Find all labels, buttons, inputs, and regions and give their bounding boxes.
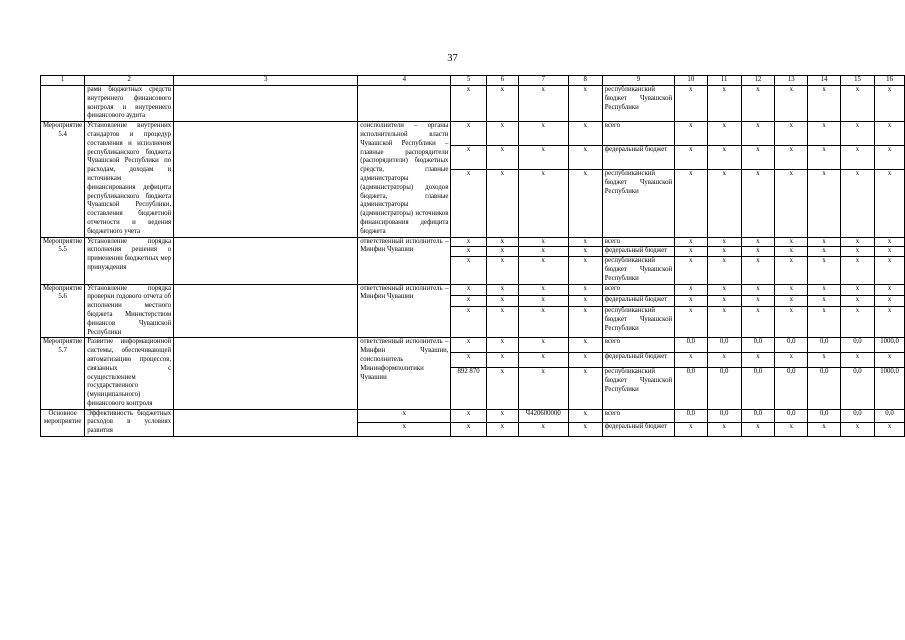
- cell-col-6: x: [486, 170, 518, 237]
- cell-col-6: x: [486, 306, 518, 337]
- cell-col-16: x: [875, 423, 905, 437]
- cell-col-12: x: [741, 146, 774, 170]
- cell-col-15: x: [840, 122, 874, 146]
- cell-col-15: 0,0: [840, 338, 874, 353]
- measure-description: Установление порядка проверки годового отчета об исполнении местного бюджета Министерством финансов Чувашской Республики: [85, 284, 174, 338]
- cell-col-15: 0,0: [840, 409, 874, 423]
- cell-col-12: 0,0: [741, 368, 774, 410]
- cell-col-4: x: [358, 423, 451, 437]
- cell-col-8: x: [568, 237, 602, 247]
- cell-col-12: x: [741, 170, 774, 237]
- header-cell: 5: [451, 76, 486, 86]
- cell-col-4: x: [358, 409, 451, 423]
- cell-col-16: x: [875, 284, 905, 295]
- cell-col-13: x: [775, 170, 808, 237]
- cell-col-6: x: [486, 86, 518, 122]
- header-cell: 3: [174, 76, 358, 86]
- cell-col-5: x: [451, 295, 486, 306]
- cell-col-7: x: [518, 284, 568, 295]
- table-row: [41, 122, 905, 146]
- cell-col-8: x: [568, 409, 602, 423]
- cell-col-13: x: [775, 122, 808, 146]
- header-cell: 7: [518, 76, 568, 86]
- cell-col-15: x: [840, 295, 874, 306]
- cell-col-5: x: [451, 306, 486, 337]
- cell-col-6: x: [486, 338, 518, 353]
- header-cell: 13: [775, 76, 808, 86]
- table-row: [41, 338, 905, 353]
- cell-col-16: x: [875, 257, 905, 284]
- cell-col-13: x: [775, 295, 808, 306]
- header-cell: 2: [85, 76, 174, 86]
- cell-col-12: 0,0: [741, 338, 774, 353]
- cell-col-10: x: [675, 146, 707, 170]
- cell-col-15: x: [840, 146, 874, 170]
- cell-col-10: 0,0: [675, 368, 707, 410]
- cell-col-14: x: [808, 295, 840, 306]
- cell-col-7: x: [518, 353, 568, 368]
- cell-col-14: x: [808, 284, 840, 295]
- cell-col-7: x: [518, 247, 568, 257]
- header-cell: 1: [41, 76, 85, 86]
- cell-col-3: [174, 284, 358, 338]
- cell-col-15: x: [840, 86, 874, 122]
- cell-col-14: 0,0: [808, 368, 840, 410]
- cell-col-11: x: [707, 284, 741, 295]
- cell-col-15: x: [840, 247, 874, 257]
- cell-col-16: x: [875, 353, 905, 368]
- cell-col-13: x: [775, 247, 808, 257]
- measure-description: Установление внутренних стандартов и процедур составления и исполнения республиканского бюджета Чувашской Республики по расходам, доходам и источникам финансирования дефицита республиканского бюджета Чувашской Республики, составления бюджетной отчетности и ведения бюджетного учета: [85, 122, 174, 237]
- cell-col-10: x: [675, 295, 707, 306]
- cell-col-14: x: [808, 146, 840, 170]
- cell-col-4: [358, 86, 451, 122]
- cell-col-9: всего: [602, 338, 674, 353]
- cell-col-11: x: [707, 257, 741, 284]
- cell-col-13: x: [775, 86, 808, 122]
- cell-col-3: [174, 338, 358, 409]
- cell-col-13: x: [775, 353, 808, 368]
- cell-col-5: 892 870: [451, 368, 486, 410]
- cell-col-11: x: [707, 295, 741, 306]
- cell-col-14: 0,0: [808, 338, 840, 353]
- measure-executor: соисполнители – органы исполнительной власти Чувашской Республики – главные распорядители (распорядители) бюджетных средств, главные администраторы (администраторы) доходов бюджета, главные администраторы (администраторы) источников финансирования дефицита бюджета: [358, 122, 451, 237]
- cell-col-15: 0,0: [840, 368, 874, 410]
- main-event-label: Основное мероприятие: [41, 409, 85, 436]
- cell-col-13: x: [775, 284, 808, 295]
- measure-description: Установление порядка исполнения решения о применении бюджетных мер принуждения: [85, 237, 174, 284]
- program-table: [40, 75, 905, 437]
- cell-col-12: x: [741, 423, 774, 437]
- cell-col-13: x: [775, 306, 808, 337]
- cell-col-10: x: [675, 423, 707, 437]
- measure-executor: ответственный исполнитель – Минфин Чувашии: [358, 284, 451, 338]
- cell-col-9: федеральный бюджет: [602, 353, 674, 368]
- cell-col-7: Ч420600000: [518, 409, 568, 423]
- cell-col-14: x: [808, 353, 840, 368]
- cell-col-6: x: [486, 284, 518, 295]
- cell-col-11: 0,0: [707, 368, 741, 410]
- cell-col-1: [41, 86, 85, 122]
- cell-col-8: x: [568, 368, 602, 410]
- cell-col-15: x: [840, 353, 874, 368]
- cell-col-10: x: [675, 122, 707, 146]
- cell-col-8: x: [568, 247, 602, 257]
- cell-col-6: x: [486, 353, 518, 368]
- cell-col-6: x: [486, 122, 518, 146]
- measure-executor: ответственный исполнитель – Минфин Чувашии, соисполнитель Мининформполитики Чувашии: [358, 338, 451, 409]
- cell-col-11: x: [707, 353, 741, 368]
- cell-col-11: x: [707, 122, 741, 146]
- cell-col-8: x: [568, 257, 602, 284]
- cell-col-7: x: [518, 306, 568, 337]
- cell-col-8: x: [568, 423, 602, 437]
- cell-col-14: 0,0: [808, 409, 840, 423]
- cell-col-16: x: [875, 295, 905, 306]
- cell-col-6: x: [486, 247, 518, 257]
- cell-col-11: 0,0: [707, 409, 741, 423]
- cell-col-5: x: [451, 122, 486, 146]
- cell-col-9: республиканский бюджет Чувашской Республики: [602, 368, 674, 410]
- cell-col-10: x: [675, 247, 707, 257]
- cell-col-5: x: [451, 170, 486, 237]
- cell-col-8: x: [568, 338, 602, 353]
- cell-col-7: x: [518, 86, 568, 122]
- cell-col-5: x: [451, 146, 486, 170]
- cell-col-5: x: [451, 353, 486, 368]
- cell-col-6: x: [486, 146, 518, 170]
- table-row: [41, 237, 905, 247]
- cell-col-14: x: [808, 170, 840, 237]
- cell-col-12: x: [741, 284, 774, 295]
- measure-number: Мероприятие 5.7: [41, 338, 85, 409]
- cell-col-6: x: [486, 237, 518, 247]
- cell-col-14: x: [808, 86, 840, 122]
- header-cell: 8: [568, 76, 602, 86]
- cell-col-9: федеральный бюджет: [602, 146, 674, 170]
- cell-col-8: x: [568, 284, 602, 295]
- cell-col-11: x: [707, 237, 741, 247]
- cell-col-16: x: [875, 170, 905, 237]
- header-cell: 14: [808, 76, 840, 86]
- cell-col-10: x: [675, 306, 707, 337]
- cell-col-5: x: [451, 257, 486, 284]
- measure-number: Мероприятие 5.5: [41, 237, 85, 284]
- cell-col-11: x: [707, 146, 741, 170]
- cell-col-9: всего: [602, 122, 674, 146]
- cell-col-12: x: [741, 306, 774, 337]
- cell-col-14: x: [808, 122, 840, 146]
- cell-col-7: x: [518, 257, 568, 284]
- cell-col-14: x: [808, 423, 840, 437]
- measure-number: Мероприятие 5.4: [41, 122, 85, 237]
- cell-col-6: x: [486, 423, 518, 437]
- page-number: 37: [447, 53, 458, 64]
- cell-col-13: 0,0: [775, 338, 808, 353]
- cell-col-7: x: [518, 368, 568, 410]
- cell-col-10: 0,0: [675, 409, 707, 423]
- cell-col-9: федеральный бюджет: [602, 247, 674, 257]
- cell-col-7: x: [518, 423, 568, 437]
- cell-col-16: x: [875, 306, 905, 337]
- cell-col-6: x: [486, 295, 518, 306]
- cell-col-5: x: [451, 409, 486, 423]
- header-cell: 4: [358, 76, 451, 86]
- cell-col-15: x: [840, 170, 874, 237]
- cell-col-12: x: [741, 257, 774, 284]
- cell-col-8: x: [568, 295, 602, 306]
- cell-col-5: x: [451, 423, 486, 437]
- cell-col-11: x: [707, 306, 741, 337]
- cell-col-7: x: [518, 122, 568, 146]
- cell-col-16: x: [875, 247, 905, 257]
- cell-col-16: x: [875, 237, 905, 247]
- cell-col-15: x: [840, 237, 874, 247]
- cell-col-12: x: [741, 247, 774, 257]
- table-row: [41, 86, 905, 122]
- cell-col-9: всего: [602, 237, 674, 247]
- cell-col-10: 0,0: [675, 338, 707, 353]
- cell-col-9: федеральный бюджет: [602, 295, 674, 306]
- cell-col-8: x: [568, 122, 602, 146]
- cell-col-8: x: [568, 86, 602, 122]
- measure-description: рами бюджетных средств внутреннего финансового контроля и внутреннего финансового аудита: [85, 86, 174, 122]
- cell-col-16: 0,0: [875, 409, 905, 423]
- cell-col-8: x: [568, 306, 602, 337]
- cell-col-12: x: [741, 122, 774, 146]
- cell-col-16: x: [875, 86, 905, 122]
- cell-col-5: x: [451, 284, 486, 295]
- cell-col-8: x: [568, 170, 602, 237]
- cell-col-10: x: [675, 353, 707, 368]
- cell-col-12: x: [741, 86, 774, 122]
- table-row: [41, 409, 905, 423]
- cell-col-7: x: [518, 237, 568, 247]
- cell-col-13: x: [775, 423, 808, 437]
- cell-col-9: всего: [602, 409, 674, 423]
- measure-description: Развитие информационной системы, обеспечивающей автоматизацию процессов, связанных с осуществлением государственного (муниципального) финансового контроля: [85, 338, 174, 409]
- cell-col-16: 1000,0: [875, 338, 905, 353]
- cell-col-16: x: [875, 146, 905, 170]
- cell-col-9: республиканский бюджет Чувашской Республики: [602, 86, 674, 122]
- cell-col-5: x: [451, 247, 486, 257]
- cell-col-7: x: [518, 295, 568, 306]
- cell-col-3: [174, 122, 358, 237]
- cell-col-12: x: [741, 295, 774, 306]
- cell-col-11: x: [707, 170, 741, 237]
- cell-col-15: x: [840, 306, 874, 337]
- cell-col-9: республиканский бюджет Чувашской Республики: [602, 306, 674, 337]
- cell-col-8: x: [568, 353, 602, 368]
- cell-col-6: x: [486, 368, 518, 410]
- cell-col-11: x: [707, 423, 741, 437]
- cell-col-13: 0,0: [775, 409, 808, 423]
- cell-col-16: x: [875, 122, 905, 146]
- cell-col-10: x: [675, 170, 707, 237]
- cell-col-9: республиканский бюджет Чувашской Республики: [602, 170, 674, 237]
- header-row: [41, 76, 905, 86]
- cell-col-12: x: [741, 353, 774, 368]
- header-cell: 6: [486, 76, 518, 86]
- cell-col-6: x: [486, 257, 518, 284]
- cell-col-16: 1000,0: [875, 368, 905, 410]
- header-cell: 11: [707, 76, 741, 86]
- cell-col-15: x: [840, 284, 874, 295]
- cell-col-12: x: [741, 237, 774, 247]
- cell-col-14: x: [808, 237, 840, 247]
- cell-col-3: [174, 237, 358, 284]
- header-cell: 16: [875, 76, 905, 86]
- cell-col-12: 0,0: [741, 409, 774, 423]
- cell-col-13: x: [775, 257, 808, 284]
- cell-col-11: x: [707, 86, 741, 122]
- cell-col-13: 0,0: [775, 368, 808, 410]
- cell-col-10: x: [675, 284, 707, 295]
- cell-col-7: x: [518, 170, 568, 237]
- cell-col-13: x: [775, 146, 808, 170]
- cell-col-10: x: [675, 237, 707, 247]
- cell-col-11: 0,0: [707, 338, 741, 353]
- cell-col-7: x: [518, 146, 568, 170]
- cell-col-10: x: [675, 86, 707, 122]
- cell-col-13: x: [775, 237, 808, 247]
- cell-col-14: x: [808, 257, 840, 284]
- cell-col-9: республиканский бюджет Чувашской Республики: [602, 257, 674, 284]
- cell-col-5: x: [451, 237, 486, 247]
- cell-col-6: x: [486, 409, 518, 423]
- table-row: [41, 284, 905, 295]
- cell-col-14: x: [808, 306, 840, 337]
- header-cell: 15: [840, 76, 874, 86]
- cell-col-14: x: [808, 247, 840, 257]
- main-event-description: Эффективность бюджетных расходов в условиях развития: [85, 409, 174, 436]
- cell-col-3: [174, 409, 358, 436]
- measure-executor: ответственный исполнитель – Минфин Чувашии: [358, 237, 451, 284]
- header-cell: 12: [741, 76, 774, 86]
- cell-col-15: x: [840, 257, 874, 284]
- header-cell: 10: [675, 76, 707, 86]
- cell-col-15: x: [840, 423, 874, 437]
- cell-col-5: x: [451, 338, 486, 353]
- cell-col-8: x: [568, 146, 602, 170]
- cell-col-9: федеральный бюджет: [602, 423, 674, 437]
- cell-col-5: x: [451, 86, 486, 122]
- header-cell: 9: [602, 76, 674, 86]
- cell-col-10: x: [675, 257, 707, 284]
- cell-col-7: x: [518, 338, 568, 353]
- cell-col-3: [174, 86, 358, 122]
- measure-number: Мероприятие 5.6: [41, 284, 85, 338]
- cell-col-11: x: [707, 247, 741, 257]
- cell-col-9: всего: [602, 284, 674, 295]
